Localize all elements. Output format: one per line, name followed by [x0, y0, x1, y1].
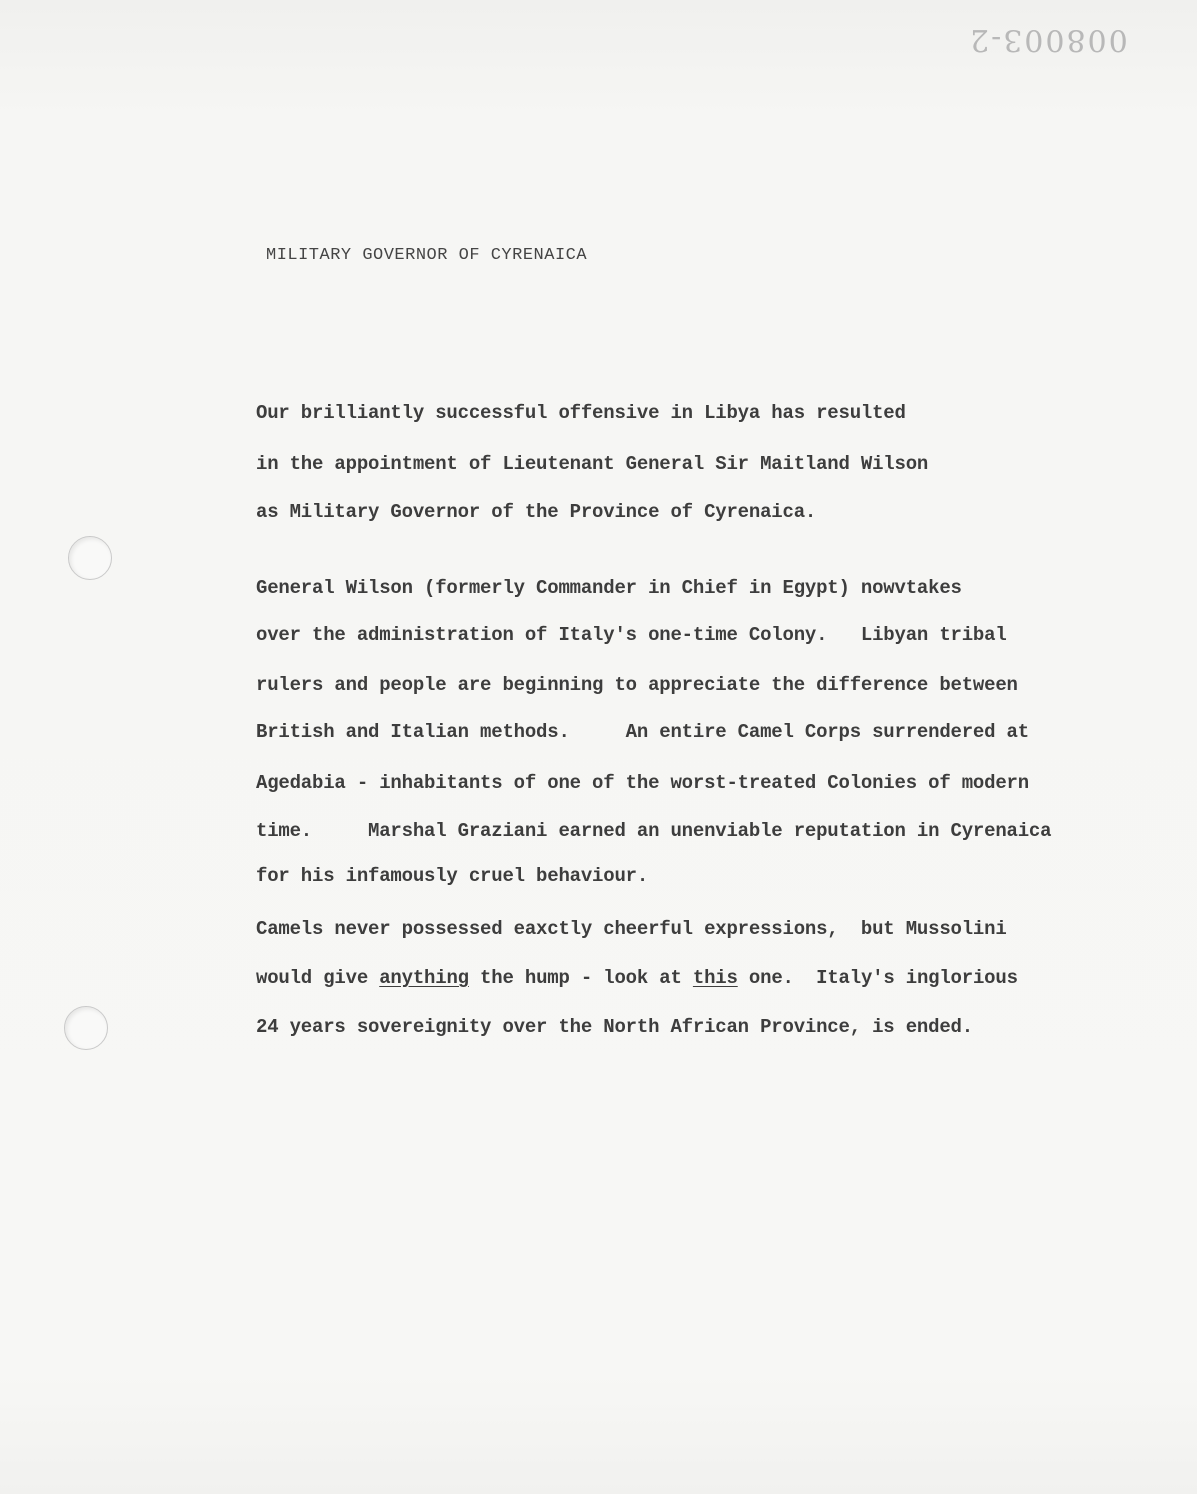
- text-segment: one. Italy's inglorious: [737, 967, 1018, 989]
- document-title: MILITARY GOVERNOR OF CYRENAICA: [266, 246, 588, 265]
- punch-hole-top: [68, 536, 112, 580]
- paragraph2-line: over the administration of Italy's one-time Colony. Libyan tribal: [256, 624, 1007, 646]
- paragraph3-line: 24 years sovereignity over the North African Province, is ended.: [256, 1016, 973, 1038]
- underlined-word: anything: [379, 967, 469, 989]
- paragraph1-line: as Military Governor of the Province of Cyrenaica.: [256, 501, 817, 523]
- paragraph2-line: Agedabia - inhabitants of one of the worst-treated Colonies of modern: [256, 772, 1029, 794]
- underlined-word: this: [692, 967, 738, 989]
- text-segment: would give: [256, 967, 380, 989]
- paragraph2-line: rulers and people are beginning to appreciate the difference between: [256, 674, 1018, 696]
- paragraph2-line: British and Italian methods. An entire Camel Corps surrendered at: [256, 721, 1029, 743]
- paragraph1-line: Our brilliantly successful offensive in Libya has resulted: [256, 402, 906, 424]
- paragraph1-line: in the appointment of Lieutenant General Sir Maitland Wilson: [256, 453, 929, 475]
- paragraph3-line: [256, 967, 1018, 989]
- punch-hole-bottom: [64, 1006, 108, 1050]
- paragraph2-line: General Wilson (formerly Commander in Chief in Egypt) nowvtakes: [256, 577, 962, 599]
- reference-mark: 008003-2: [968, 22, 1128, 57]
- text-segment: the hump - look at: [468, 967, 693, 989]
- paragraph2-line: for his infamously cruel behaviour.: [256, 865, 649, 887]
- paragraph2-line: time. Marshal Graziani earned an unenviable reputation in Cyrenaica: [256, 820, 1052, 842]
- paragraph3-line: Camels never possessed eaxctly cheerful expressions, but Mussolini: [256, 918, 1007, 940]
